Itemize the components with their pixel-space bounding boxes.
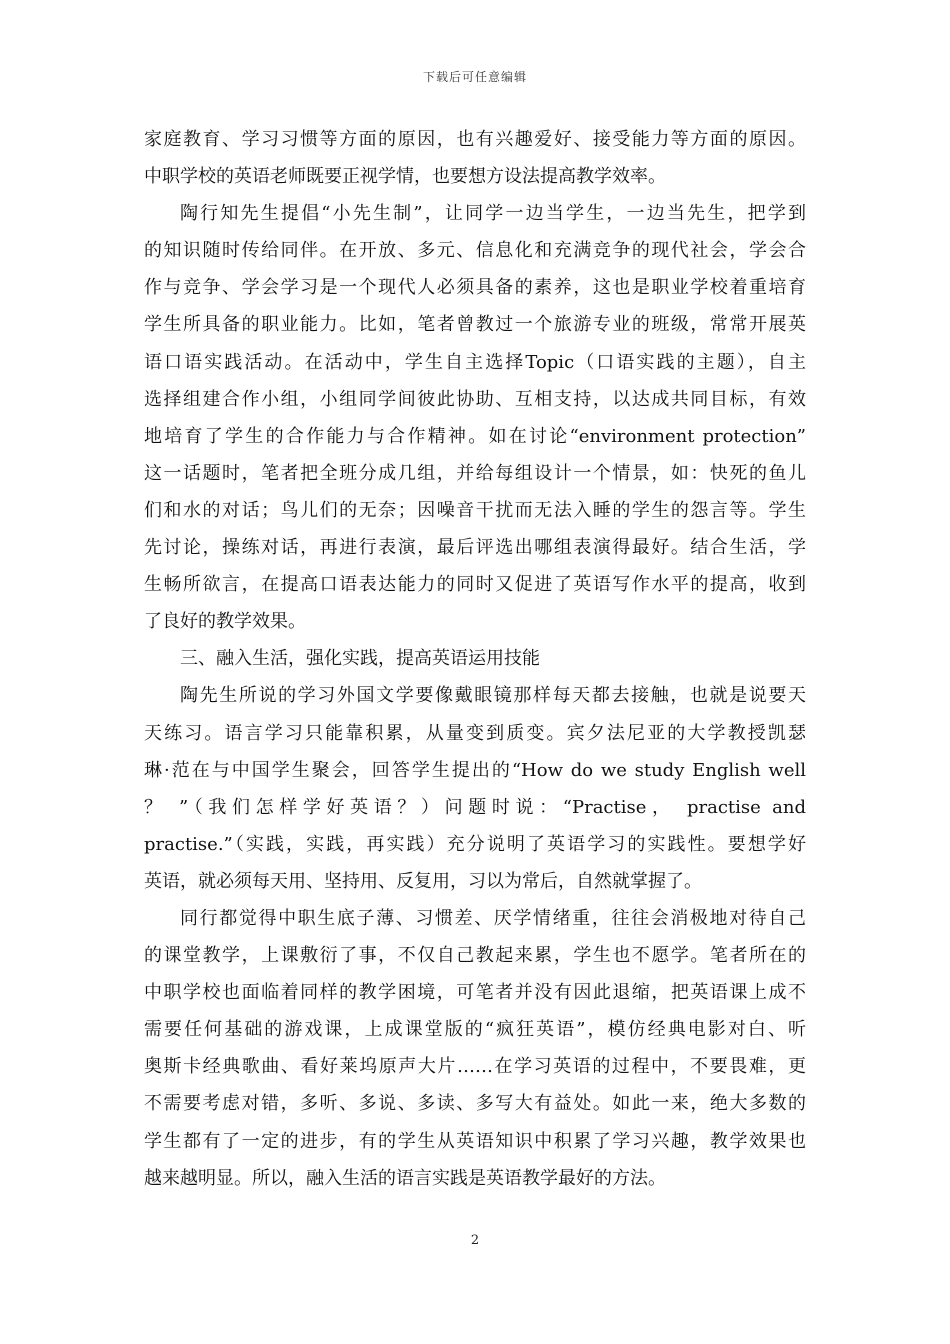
page-number: 2 <box>470 1233 480 1248</box>
text-line: 们和水的对话；鸟儿们的无奈；因噪音干扰而无法入睡的学生的怨言等。学生 <box>144 499 806 521</box>
text-line: 需要任何基础的游戏课，上成课堂版的“疯狂英语”，模仿经典电影对白、听 <box>144 1019 806 1041</box>
text-line: 生畅所欲言，在提高口语表达能力的同时又促进了英语写作水平的提高，收到 <box>144 574 806 596</box>
text-line: 英语，就必须每天用、坚持用、反复用，习以为常后，自然就掌握了。 <box>144 870 702 892</box>
text-line: 学生都有了一定的进步，有的学生从英语知识中积累了学习兴趣，教学效果也 <box>144 1130 806 1152</box>
text-line: 天练习。语言学习只能靠积累，从量变到质变。宾夕法尼亚的大学教授凯瑟 <box>144 722 806 744</box>
text-line: 家庭教育、学习习惯等方面的原因，也有兴趣爱好、接受能力等方面的原因。 <box>144 129 806 150</box>
text-line: 奥斯卡经典歌曲、看好莱坞原声大片……在学习英语的过程中，不要畏难，更 <box>144 1056 806 1078</box>
text-line: 作与竞争、学会学习是一个现代人必须具备的素养，这也是职业学校着重培育 <box>144 277 806 299</box>
text-line: 的知识随时传给同伴。在开放、多元、信息化和充满竞争的现代社会，学会合 <box>144 240 806 262</box>
text-line: 不需要考虑对错，多听、多说、多读、多写大有益处。如此一来，绝大多数的 <box>144 1093 806 1115</box>
text-line: 中职学校也面临着同样的教学困境，可笔者并没有因此退缩，把英语课上成不 <box>144 982 806 1004</box>
text-line: 越来越明显。所以，融入生活的语言实践是英语教学最好的方法。 <box>144 1167 666 1189</box>
document-body <box>144 121 806 1197</box>
text-line: 陶先生所说的学习外国文学要像戴眼镜那样每天都去接触，也就是说要天 <box>180 685 806 707</box>
text-line: 三、融入生活，强化实践，提高英语运用技能 <box>180 648 540 670</box>
text-line: 学生所具备的职业能力。比如，笔者曾教过一个旅游专业的班级，常常开展英 <box>144 314 806 336</box>
text-line: 中职学校的英语老师既要正视学情，也要想方设法提高教学效率。 <box>144 166 666 188</box>
text-line: 的课堂教学，上课敷衍了事，不仅自己教起来累，学生也不愿学。笔者所在的 <box>144 945 806 967</box>
page-header: 下载后可任意编辑 <box>422 70 527 84</box>
text-line: 陶行知先生提倡“小先生制”，让同学一边当学生，一边当先生，把学到 <box>180 203 806 225</box>
text-line: 地培育了学生的合作能力与合作精神。如在讨论“environment protection” <box>144 425 806 447</box>
text-line: 语口语实践活动。在活动中，学生自主选择Topic（口语实践的主题），自主 <box>144 351 806 373</box>
text-line: ？ ”（我们怎样学好英语？）问题时说：“Practise， practise and <box>144 796 806 818</box>
text-line: 琳·范在与中国学生聚会，回答学生提出的“How do we study English well <box>144 759 806 781</box>
text-line: 了良好的教学效果。 <box>144 611 306 633</box>
text-line: 这一话题时，笔者把全班分成几组，并给每组设计一个情景，如：快死的鱼儿 <box>144 462 806 484</box>
text-line: 先讨论，操练对话，再进行表演，最后评选出哪组表演得最好。结合生活，学 <box>144 537 806 559</box>
text-line: 同行都觉得中职生底子薄、习惯差、厌学情绪重，往往会消极地对待自己 <box>180 907 806 929</box>
text-line: 选择组建合作小组，小组同学间彼此协助、互相支持，以达成共同目标，有效 <box>144 388 806 410</box>
text-line: practise.”（实践，实践，再实践）充分说明了英语学习的实践性。要想学好 <box>144 833 806 855</box>
